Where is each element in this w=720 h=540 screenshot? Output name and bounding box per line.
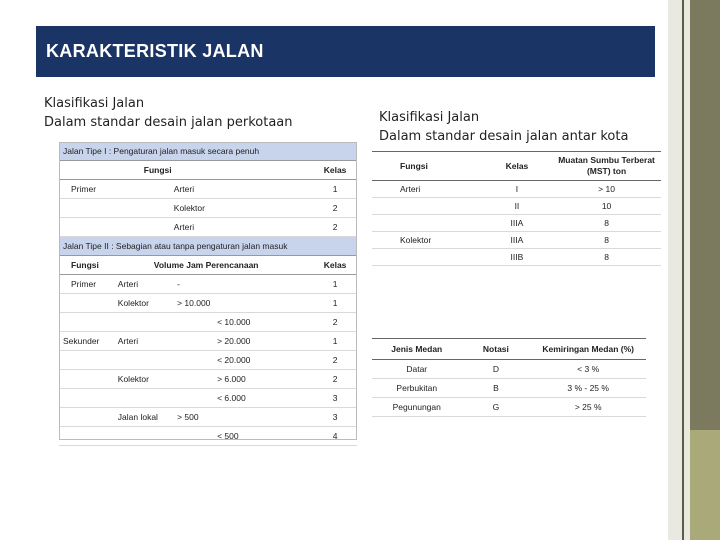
right-heading — [379, 108, 628, 146]
cell-medan: Pegunungan — [372, 398, 462, 417]
table-row — [59, 408, 357, 427]
cell-kemiringan: < 3 % — [530, 360, 646, 379]
cell-volume: < 6.000 — [173, 389, 313, 408]
cell-fungsi — [59, 370, 114, 389]
tipe1-banner: Jalan Tipe I : Pengaturan jalan masuk secara penuh — [59, 142, 357, 161]
cell-mst: 8 — [552, 232, 661, 249]
rural-header-row — [372, 152, 661, 181]
cell-fungsi — [59, 351, 114, 370]
cell-fungsi — [59, 408, 114, 427]
cell-volume: > 10.000 — [173, 294, 313, 313]
tipe2-header-fungsi: Fungsi — [59, 256, 114, 275]
cell-kelas: 2 — [313, 370, 357, 389]
table-row — [372, 398, 646, 417]
slide-title: KARAKTERISTIK JALAN — [36, 26, 655, 77]
cell-kelas: 2 — [313, 313, 357, 332]
table-row — [59, 351, 357, 370]
cell-sub: Kolektor — [114, 199, 313, 218]
cell-mst: 10 — [552, 198, 661, 215]
cell-fungsi — [372, 249, 482, 266]
cell-kelas: 1 — [313, 294, 357, 313]
cell-medan: Datar — [372, 360, 462, 379]
table-row — [59, 389, 357, 408]
cell-sub — [114, 427, 173, 446]
cell-sub — [114, 313, 173, 332]
cell-kelas: II — [482, 198, 552, 215]
terrain-header-notasi: Notasi — [462, 339, 531, 360]
terrain-header-kemiringan: Kemiringan Medan (%) — [530, 339, 646, 360]
table-row — [59, 199, 357, 218]
cell-kemiringan: > 25 % — [530, 398, 646, 417]
cell-kelas: 1 — [313, 332, 357, 351]
side-strip-light-band — [690, 430, 720, 540]
cell-kelas: I — [482, 181, 552, 198]
cell-fungsi: Primer — [59, 275, 114, 294]
cell-volume: < 20.000 — [173, 351, 313, 370]
cell-sub: Arteri — [114, 180, 313, 199]
cell-kelas: 2 — [313, 351, 357, 370]
table-row — [59, 370, 357, 389]
cell-fungsi — [59, 389, 114, 408]
cell-fungsi — [372, 215, 482, 232]
rural-header-fungsi: Fungsi — [372, 152, 482, 181]
side-strip-dark-band — [690, 0, 720, 430]
left-heading-line1: Klasifikasi Jalan — [44, 96, 145, 111]
cell-sub — [114, 351, 173, 370]
tipe1-header-row — [59, 161, 357, 180]
cell-sub: Arteri — [114, 275, 173, 294]
cell-kelas: IIIB — [482, 249, 552, 266]
table-row — [59, 180, 357, 199]
left-heading — [44, 94, 293, 132]
table-row — [59, 427, 357, 446]
cell-kelas: IIIA — [482, 215, 552, 232]
right-heading-line1: Klasifikasi Jalan — [379, 110, 480, 125]
cell-kelas: IIIA — [482, 232, 552, 249]
tipe2-header-volume: Volume Jam Perencanaan — [114, 256, 313, 275]
left-heading-line2: Dalam standar desain jalan perkotaan — [44, 115, 293, 130]
cell-sub: Jalan lokal — [114, 408, 173, 427]
rural-header-mst: Muatan Sumbu Terberat (MST) ton — [552, 152, 661, 181]
cell-sub — [114, 389, 173, 408]
tipe2-banner: Jalan Tipe II : Sebagian atau tanpa pengaturan jalan masuk — [59, 237, 357, 256]
cell-fungsi: Arteri — [372, 181, 482, 198]
cell-kelas: 1 — [313, 180, 357, 199]
tipe1-header-fungsi: Fungsi — [114, 161, 313, 180]
cell-medan: Perbukitan — [372, 379, 462, 398]
cell-sub: Arteri — [114, 332, 173, 351]
cell-fungsi: Primer — [59, 180, 114, 199]
terrain-table — [372, 338, 646, 417]
table-row — [372, 379, 646, 398]
table-row — [372, 181, 661, 198]
cell-kelas: 2 — [313, 218, 357, 237]
table-row — [372, 198, 661, 215]
cell-volume: < 10.000 — [173, 313, 313, 332]
cell-fungsi — [59, 427, 114, 446]
table-row — [372, 232, 661, 249]
table-row — [372, 249, 661, 266]
table-row — [59, 313, 357, 332]
cell-kemiringan: 3 % - 25 % — [530, 379, 646, 398]
cell-fungsi — [59, 199, 114, 218]
table-row — [372, 215, 661, 232]
cell-volume: < 500 — [173, 427, 313, 446]
cell-fungsi: Kolektor — [372, 232, 482, 249]
cell-sub: Kolektor — [114, 294, 173, 313]
cell-fungsi: Sekunder — [59, 332, 114, 351]
cell-volume: > 500 — [173, 408, 313, 427]
cell-mst: 8 — [552, 215, 661, 232]
tipe1-banner-row — [59, 142, 357, 161]
cell-kelas: 1 — [313, 275, 357, 294]
cell-fungsi — [59, 294, 114, 313]
cell-mst: > 10 — [552, 181, 661, 198]
table-row — [59, 332, 357, 351]
table-row — [372, 360, 646, 379]
cell-notasi: B — [462, 379, 531, 398]
cell-volume: > 6.000 — [173, 370, 313, 389]
table-row — [59, 218, 357, 237]
tipe1-header-kelas: Kelas — [313, 161, 357, 180]
rural-classification-table — [372, 151, 661, 266]
cell-fungsi — [59, 218, 114, 237]
cell-kelas: 2 — [313, 199, 357, 218]
side-strip-line — [682, 0, 684, 540]
cell-volume: > 20.000 — [173, 332, 313, 351]
cell-volume: - — [173, 275, 313, 294]
tipe2-banner-row — [59, 237, 357, 256]
cell-fungsi — [59, 313, 114, 332]
cell-kelas: 3 — [313, 408, 357, 427]
table-row — [59, 275, 357, 294]
rural-header-kelas: Kelas — [482, 152, 552, 181]
cell-notasi: D — [462, 360, 531, 379]
tipe2-header-kelas: Kelas — [313, 256, 357, 275]
terrain-header-row — [372, 339, 646, 360]
cell-fungsi — [372, 198, 482, 215]
table-row — [59, 294, 357, 313]
terrain-header-medan: Jenis Medan — [372, 339, 462, 360]
decorative-side-strip — [668, 0, 720, 540]
cell-sub: Arteri — [114, 218, 313, 237]
urban-classification-table — [59, 142, 357, 446]
cell-kelas: 4 — [313, 427, 357, 446]
cell-notasi: G — [462, 398, 531, 417]
cell-sub: Kolektor — [114, 370, 173, 389]
right-heading-line2: Dalam standar desain jalan antar kota — [379, 129, 629, 144]
cell-mst: 8 — [552, 249, 661, 266]
cell-kelas: 3 — [313, 389, 357, 408]
tipe2-header-row — [59, 256, 357, 275]
